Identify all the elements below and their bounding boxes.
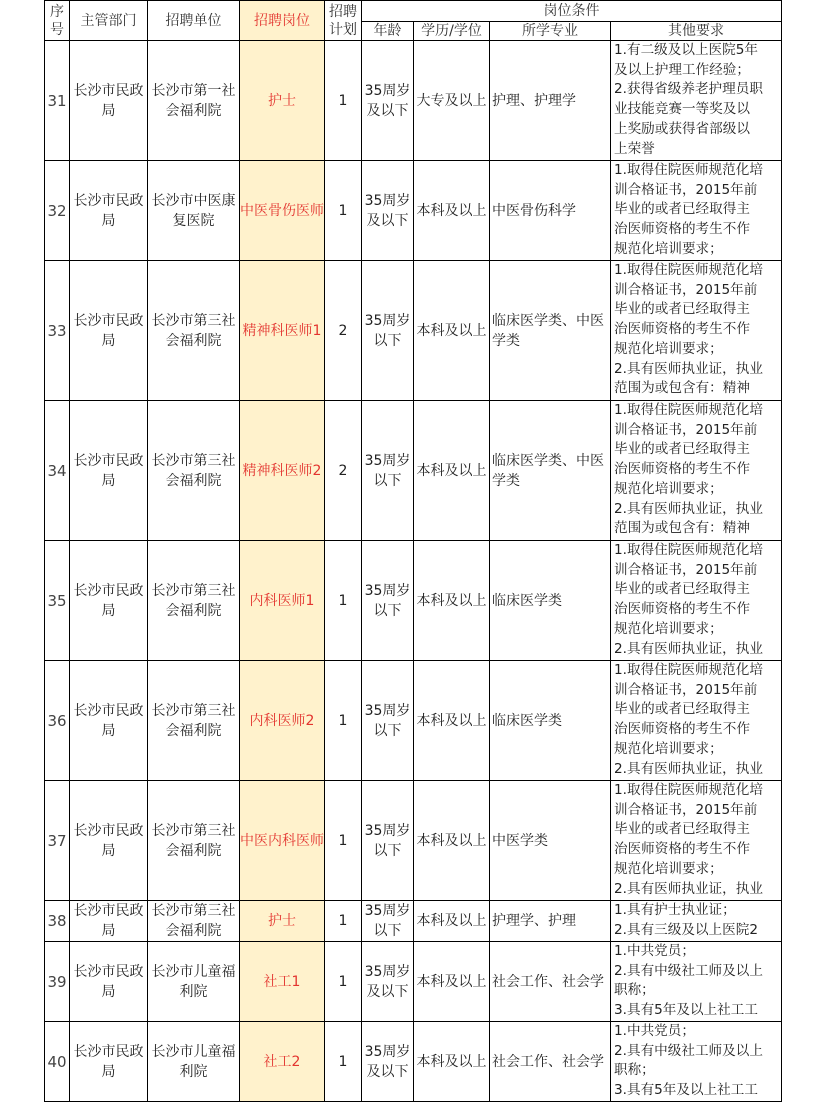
requirement-line: 2.具有医师执业证，执业	[614, 760, 763, 777]
requirement-line: 1.中共党员；	[614, 943, 695, 959]
requirement-line: 3.具有5年及以上社工工	[614, 1082, 758, 1099]
cell-other-requirements	[611, 261, 782, 401]
cell-unit: 长沙市第三社会福利院	[148, 781, 240, 901]
header-seq: 序号	[45, 1, 70, 41]
cell-position: 护士	[240, 901, 325, 942]
table-row	[45, 1022, 782, 1102]
cell-age: 35周岁以下	[362, 541, 414, 661]
table-body	[45, 41, 782, 1102]
cell-dept: 长沙市民政局	[70, 1022, 148, 1102]
table-row	[45, 901, 782, 942]
requirement-line: 规范化培训要求；	[614, 860, 723, 877]
cell-dept: 长沙市民政局	[70, 401, 148, 541]
header-other: 其他要求	[611, 22, 782, 41]
requirement-line: 1.取得住院医师规范化培	[614, 262, 763, 278]
requirement-line: 上荣誉	[614, 140, 655, 157]
cell-unit: 长沙市第三社会福利院	[148, 901, 240, 942]
cell-other-requirements	[611, 942, 782, 1022]
requirement-line: 治医师资格的考生不作	[614, 321, 750, 338]
requirement-line: 业技能竞赛一等奖及以	[614, 101, 750, 118]
cell-seq: 31	[45, 41, 70, 161]
cell-age: 35周岁及以下	[362, 1022, 414, 1102]
cell-dept: 长沙市民政局	[70, 541, 148, 661]
requirement-line: 治医师资格的考生不作	[614, 461, 750, 478]
requirement-line: 训合格证书，2015年前	[614, 181, 758, 198]
cell-age: 35周岁以下	[362, 661, 414, 781]
cell-seq: 37	[45, 781, 70, 901]
cell-major: 中医学类	[490, 781, 611, 901]
cell-edu: 本科及以上	[414, 901, 490, 942]
recruitment-table	[44, 0, 782, 1102]
requirement-line: 上奖励或获得省部级以	[614, 120, 750, 137]
requirement-line: 2.具有中级社工师及以上	[614, 1042, 763, 1059]
cell-unit: 长沙市中医康复医院	[148, 161, 240, 261]
cell-dept: 长沙市民政局	[70, 901, 148, 942]
cell-seq: 34	[45, 401, 70, 541]
table-row	[45, 661, 782, 781]
table-row	[45, 541, 782, 661]
requirement-line: 职称；	[614, 982, 655, 999]
cell-dept: 长沙市民政局	[70, 661, 148, 781]
requirement-line: 3.具有5年及以上社工工	[614, 1002, 758, 1019]
requirement-line: 范围为或包含有：精神	[614, 380, 750, 397]
requirement-line: 2.具有中级社工师及以上	[614, 962, 763, 979]
cell-other-requirements	[611, 401, 782, 541]
cell-plan: 1	[325, 781, 362, 901]
table-row	[45, 942, 782, 1022]
requirement-line: 训合格证书，2015年前	[614, 421, 758, 438]
cell-major: 临床医学类、中医学类	[490, 261, 611, 401]
cell-edu: 本科及以上	[414, 161, 490, 261]
requirement-line: 2.具有医师执业证，执业	[614, 360, 763, 377]
cell-position: 中医内科医师	[240, 781, 325, 901]
cell-unit: 长沙市第三社会福利院	[148, 261, 240, 401]
cell-edu: 本科及以上	[414, 1022, 490, 1102]
requirement-line: 训合格证书，2015年前	[614, 801, 758, 818]
requirement-line: 2.具有医师执业证，执业	[614, 640, 763, 657]
cell-dept: 长沙市民政局	[70, 261, 148, 401]
header-position: 招聘岗位	[240, 1, 325, 41]
requirement-line: 2.具有医师执业证，执业	[614, 500, 763, 517]
cell-plan: 1	[325, 41, 362, 161]
cell-plan: 1	[325, 1022, 362, 1102]
table-row	[45, 401, 782, 541]
cell-major: 护理、护理学	[490, 41, 611, 161]
cell-dept: 长沙市民政局	[70, 942, 148, 1022]
cell-unit: 长沙市儿童福利院	[148, 942, 240, 1022]
cell-age: 35周岁及以下	[362, 942, 414, 1022]
header-plan: 招聘计划	[325, 1, 362, 41]
requirement-line: 治医师资格的考生不作	[614, 221, 750, 238]
cell-major: 社会工作、社会学	[490, 942, 611, 1022]
cell-plan: 1	[325, 901, 362, 942]
cell-plan: 1	[325, 942, 362, 1022]
requirement-line: 规范化培训要求；	[614, 240, 723, 257]
requirement-line: 2.具有三级及以上医院2	[614, 921, 758, 938]
cell-position: 社工2	[240, 1022, 325, 1102]
table-row	[45, 161, 782, 261]
cell-age: 35周岁以下	[362, 401, 414, 541]
cell-dept: 长沙市民政局	[70, 41, 148, 161]
requirement-line: 规范化培训要求；	[614, 340, 723, 357]
requirement-line: 1.取得住院医师规范化培	[614, 662, 763, 678]
cell-major: 社会工作、社会学	[490, 1022, 611, 1102]
requirement-line: 规范化培训要求；	[614, 480, 723, 497]
cell-plan: 1	[325, 161, 362, 261]
requirement-line: 毕业的或者已经取得主	[614, 821, 750, 838]
requirement-line: 毕业的或者已经取得主	[614, 441, 750, 458]
cell-position: 精神科医师2	[240, 401, 325, 541]
cell-seq: 33	[45, 261, 70, 401]
header-dept: 主管部门	[70, 1, 148, 41]
requirement-line: 及以上护理工作经验；	[614, 61, 750, 78]
header-unit: 招聘单位	[148, 1, 240, 41]
cell-seq: 39	[45, 942, 70, 1022]
cell-major: 中医骨伤科学	[490, 161, 611, 261]
cell-age: 35周岁以下	[362, 781, 414, 901]
cell-seq: 35	[45, 541, 70, 661]
requirement-line: 治医师资格的考生不作	[614, 721, 750, 738]
cell-plan: 1	[325, 541, 362, 661]
requirement-line: 1.取得住院医师规范化培	[614, 782, 763, 798]
cell-position: 内科医师1	[240, 541, 325, 661]
requirement-line: 毕业的或者已经取得主	[614, 581, 750, 598]
cell-major: 临床医学类、中医学类	[490, 401, 611, 541]
cell-edu: 本科及以上	[414, 401, 490, 541]
cell-other-requirements	[611, 161, 782, 261]
cell-unit: 长沙市第三社会福利院	[148, 541, 240, 661]
cell-unit: 长沙市儿童福利院	[148, 1022, 240, 1102]
requirement-line: 毕业的或者已经取得主	[614, 701, 750, 718]
cell-unit: 长沙市第三社会福利院	[148, 401, 240, 541]
cell-edu: 本科及以上	[414, 942, 490, 1022]
cell-other-requirements	[611, 901, 782, 942]
requirement-line: 治医师资格的考生不作	[614, 601, 750, 618]
cell-other-requirements	[611, 1022, 782, 1102]
requirement-line: 训合格证书，2015年前	[614, 681, 758, 698]
cell-seq: 40	[45, 1022, 70, 1102]
cell-seq: 36	[45, 661, 70, 781]
cell-major: 护理学、护理	[490, 901, 611, 942]
cell-edu: 本科及以上	[414, 261, 490, 401]
requirement-line: 治医师资格的考生不作	[614, 841, 750, 858]
cell-position: 社工1	[240, 942, 325, 1022]
cell-age: 35周岁以下	[362, 901, 414, 942]
requirement-line: 1.有二级及以上医院5年	[614, 42, 758, 58]
requirement-line: 2.具有医师执业证，执业	[614, 880, 763, 897]
requirement-line: 范围为或包含有：精神	[614, 520, 750, 537]
table-row	[45, 41, 782, 161]
cell-major: 临床医学类	[490, 541, 611, 661]
cell-edu: 本科及以上	[414, 541, 490, 661]
cell-position: 中医骨伤医师	[240, 161, 325, 261]
requirement-line: 训合格证书，2015年前	[614, 281, 758, 298]
cell-age: 35周岁及以下	[362, 41, 414, 161]
cell-edu: 本科及以上	[414, 781, 490, 901]
header-major: 所学专业	[490, 22, 611, 41]
cell-dept: 长沙市民政局	[70, 161, 148, 261]
cell-age: 35周岁及以下	[362, 161, 414, 261]
cell-other-requirements	[611, 781, 782, 901]
requirement-line: 1.取得住院医师规范化培	[614, 162, 763, 178]
cell-edu: 大专及以上	[414, 41, 490, 161]
cell-other-requirements	[611, 541, 782, 661]
requirement-line: 训合格证书，2015年前	[614, 561, 758, 578]
cell-unit: 长沙市第一社会福利院	[148, 41, 240, 161]
cell-major: 临床医学类	[490, 661, 611, 781]
cell-plan: 2	[325, 401, 362, 541]
table-row	[45, 261, 782, 401]
header-conditions: 岗位条件	[362, 1, 782, 22]
requirement-line: 职称；	[614, 1062, 655, 1079]
cell-seq: 38	[45, 901, 70, 942]
cell-unit: 长沙市第三社会福利院	[148, 661, 240, 781]
cell-dept: 长沙市民政局	[70, 781, 148, 901]
cell-plan: 1	[325, 661, 362, 781]
cell-plan: 2	[325, 261, 362, 401]
requirement-line: 规范化培训要求；	[614, 620, 723, 637]
requirement-line: 规范化培训要求；	[614, 740, 723, 757]
cell-age: 35周岁以下	[362, 261, 414, 401]
requirement-line: 2.获得省级养老护理员职	[614, 81, 763, 98]
cell-position: 内科医师2	[240, 661, 325, 781]
header-age: 年龄	[362, 22, 414, 41]
cell-other-requirements	[611, 41, 782, 161]
cell-edu: 本科及以上	[414, 661, 490, 781]
cell-other-requirements	[611, 661, 782, 781]
table-row	[45, 781, 782, 901]
header-edu: 学历/学位	[414, 22, 490, 41]
requirement-line: 1.取得住院医师规范化培	[614, 402, 763, 418]
cell-position: 精神科医师1	[240, 261, 325, 401]
requirement-line: 毕业的或者已经取得主	[614, 201, 750, 218]
requirement-line: 1.取得住院医师规范化培	[614, 542, 763, 558]
cell-seq: 32	[45, 161, 70, 261]
cell-position: 护士	[240, 41, 325, 161]
requirement-line: 毕业的或者已经取得主	[614, 301, 750, 318]
requirement-line: 1.中共党员；	[614, 1023, 695, 1039]
requirement-line: 1.具有护士执业证；	[614, 902, 736, 918]
